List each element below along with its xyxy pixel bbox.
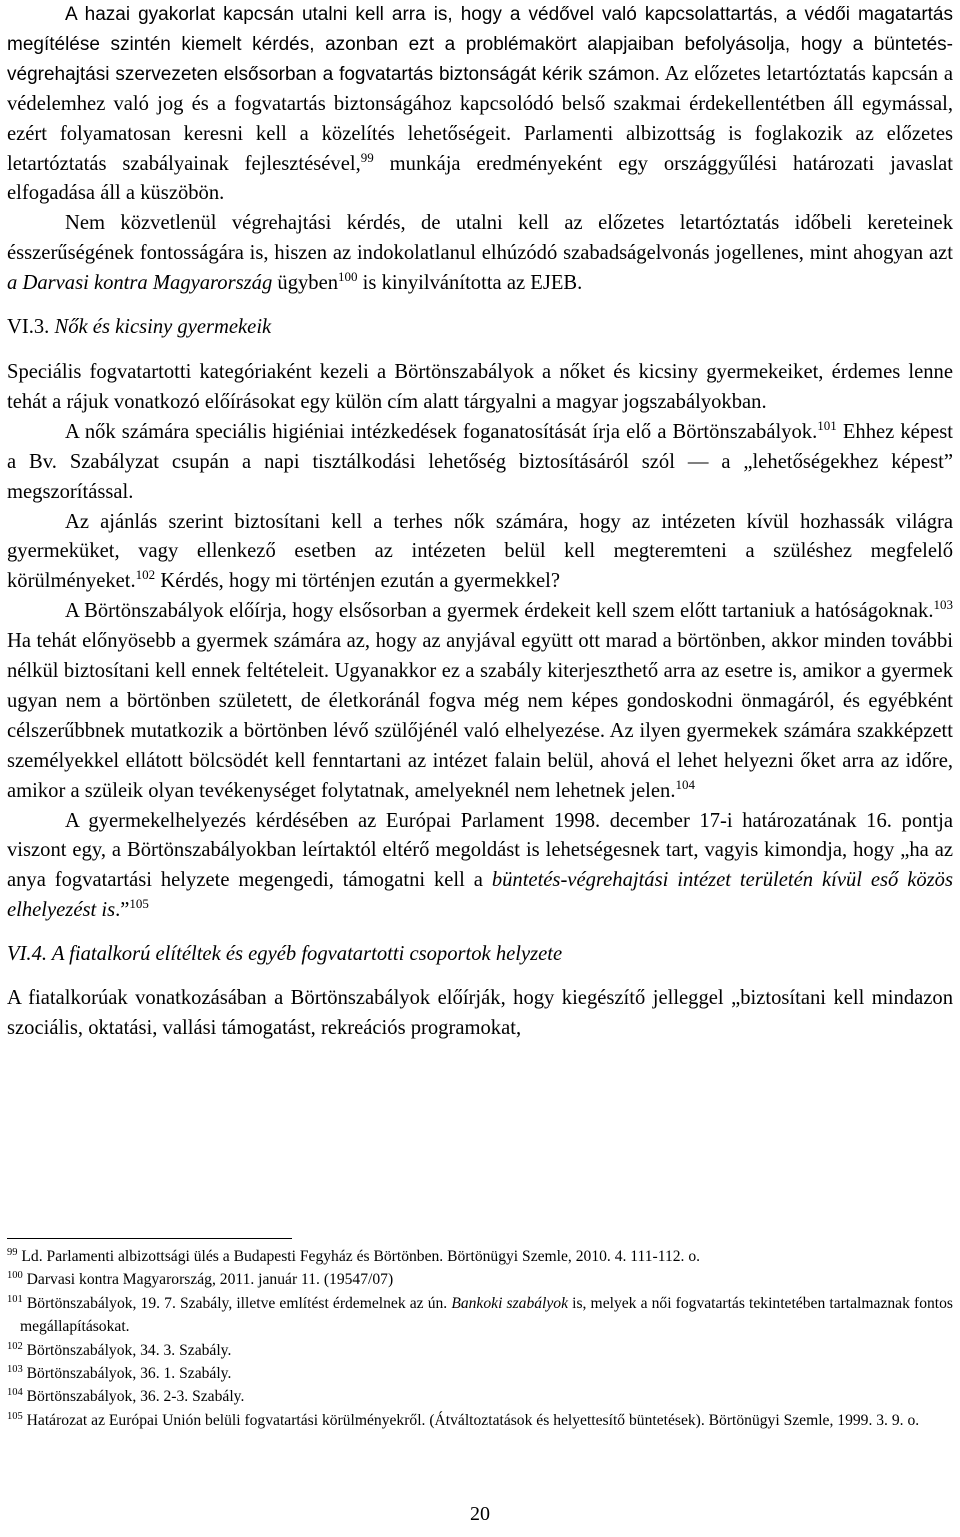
footnote-103: $^{103}$ Börtönszabályok, 36. 1. Szabály. [7,1364,232,1383]
footnote-101: $^{101}$ Börtönszabályok, 19. 7. Szabály, illetve említést érdemelnek az ún. Bankoki szabályok is, melyek a női fogvatartás tekintetében tartalmaznak fontos megállapításokat. [7,1293,953,1336]
paragraph-8: A fiatalkorúak vonatkozásában a Börtönszabályok előírják, hogy kiegészítő jelleggel „biztosítani kell mindazon szociális, oktatási, vallási támogatást, rekreációs programokat, [7,987,953,1039]
section-heading-vi3 [7,313,953,343]
quoted-italic: büntetés-végrehajtási intézet területén kívül eső közös elhelyezést is [7,869,953,922]
section-title: Nők és kicsiny gyermekeik [54,316,272,339]
page-number: 20 [470,1503,490,1525]
footnote-102: $^{102}$ Börtönszabályok, 34. 3. Szabály. [7,1340,232,1359]
paragraph-1: A hazai gyakorlat kapcsán utalni kell arra is, hogy a védővel való kapcsolattartás, a védői magatartás megítélése szintén kiemelt kérdés, azonban ezt a problémakört alapjaiban befolyásolja, hogy a büntetés-végrehajtási szervezeten elsősorban a fogvatartás biztonságát kérik számon. Az előzetes letartóztatás kapcsán a védelemhez való jog és a fogvatartás biztonságához kapcsolódó belső szakmai érdekellentétben áll egymással, ezért folyamatosan keresni kell a közelítés lehetőségeit. Parlamenti albizottság is foglakozik az előzetes letartóztatás szabályainak fejlesztésével,$^{99}$ munkája eredményeként egy országgyűlési határozati javaslat elfogadása áll a küszöbön. [7,4,953,205]
case-name: a Darvasi kontra Magyarország [7,272,273,295]
paragraph-4: A nők számára speciális higiéniai intézkedések foganatosítását írja elő a Börtönszabályok.$^{101}$ Ehhez képest a Bv. Szabályzat csupán a napi tisztálkodási lehetőség biztosításáról szól — a „lehetőségekhez képest” megszorítással. [7,417,953,503]
footnote-separator [7,1238,292,1239]
section-heading-vi4 [7,940,953,970]
footnote-ref-103: 103 [933,597,953,613]
paragraph-3: Speciális fogvatartotti kategóriaként kezeli a Börtönszabályok a nőket és kicsiny gyermekeiket, érdemes lenne tehát a rájuk vonatkozó előírásokat egy külön cím alatt tárgyalni a magyar jogszabályokban. [7,360,953,413]
footnote-99: $^{99}$ Ld. Parlamenti albizottsági ülés a Budapesti Fegyház és Börtönben. Börtönügyi Szemle, 2010. 4. 111-112. o. [7,1247,701,1265]
footnote-ref-99: 99 [360,149,374,165]
footnote-105: $^{105}$ Határozat az Európai Unión belüli fogvatartási körülményekről. (Átváltoztatások és helyettesítő büntetések). Börtönügyi Szemle, 1999. 3. 9. o. [7,1410,920,1429]
paragraph-1-lead: A hazai gyakorlat kapcsán utalni kell arra is, hogy a védővel való kapcsolattartás, a védői magatartás megítélése szintén kiemelt kérdés, azonban ezt a problémakört alapjaiban befolyásolja, hogy a büntetés-végrehajtási szervezeten elsősorban a fogvatartás biztonságát kérik számon. [7,4,953,85]
paragraph-7: A gyermekelhelyezés kérdésében az Európai Parlament 1998. december 17-i határozatának 16. pontja viszont egy, a Börtönszabályokban leírtaktól eltérő megoldást is lehetségesnek tart, vagyis kimondja, hogy „ha az anya fogvatartási helyzete megengedi, támogatni kell a büntetés-végrehajtási intézet területén kívül eső közös elhelyezést is.”$^{105}$ [7,809,953,922]
footnote-ref-100: 100 [338,269,358,285]
section-number: VI.4. [7,943,52,966]
paragraph-6: A Börtönszabályok előírja, hogy elsősorban a gyermek érdekeit kell szem előtt tartaniuk a hatóságoknak.$^{103}$ Ha tehát előnyösebb a gyermek számára az, hogy az anyjával együtt ott marad a börtönben, akkor minden további nélkül biztosítani kell ennek feltételeit. Ugyanakkor ez a szabály kiterjeszthető arra az esetre is, amikor a gyermek ugyan nem a börtönben született, de életkoránál fogva még nem képes gondoskodni önmagáról, és egyébként célszerűbbnek mutatkozik a börtönben lévő szülőjénél való elhelyezése. Az ilyen gyermekek számára szakképzett személyekkel ellátott bölcsödét kell fenntartani az intézet falain belül, ahová el lehet helyezni őket arra az időre, amikor a szüleik olyan tevékenységet folytatnak, amelyeknél nem lehetnek jelen.$^{104}$ [7,597,953,802]
footnotes [7,1245,953,1432]
section-title: A fiatalkorú elítéltek és egyéb fogvatartotti csoportok helyzete [51,943,563,966]
footnote-104: $^{104}$ Börtönszabályok, 36. 2-3. Szabály. [7,1387,245,1406]
body-text [7,0,953,1044]
footnote-ref-102: 102 [135,567,156,583]
footnote-ref-101: 101 [817,417,837,433]
paragraph-2: Nem közvetlenül végrehajtási kérdés, de utalni kell az előzetes letartóztatás időbeli kereteinek ésszerűségének fontosságára is, hiszen az indokolatlanul elhúzódó szabadságelvonás jogellenes, mint ahogyan azt a Darvasi kontra Magyarország ügyben$^{100}$ is kinyilvánította az EJEB. [7,212,953,295]
footnote-100: $^{100}$ Darvasi kontra Magyarország, 2011. január 11. (19547/07) [7,1270,394,1289]
paragraph-5: Az ajánlás szerint biztosítani kell a terhes nők számára, hogy az intézeten kívül hozhassák világra gyermeküket, vagy ellenkező esetben az intézeten belül kell megteremteni a szüléshez megfelelő körülményeket.$^{102}$ Kérdés, hogy mi történjen ezután a gyermekkel? [7,510,953,593]
section-number: VI.3. [7,316,55,339]
footnote-ref-105: 105 [129,896,149,912]
footnote-ref-104: 104 [675,776,695,792]
